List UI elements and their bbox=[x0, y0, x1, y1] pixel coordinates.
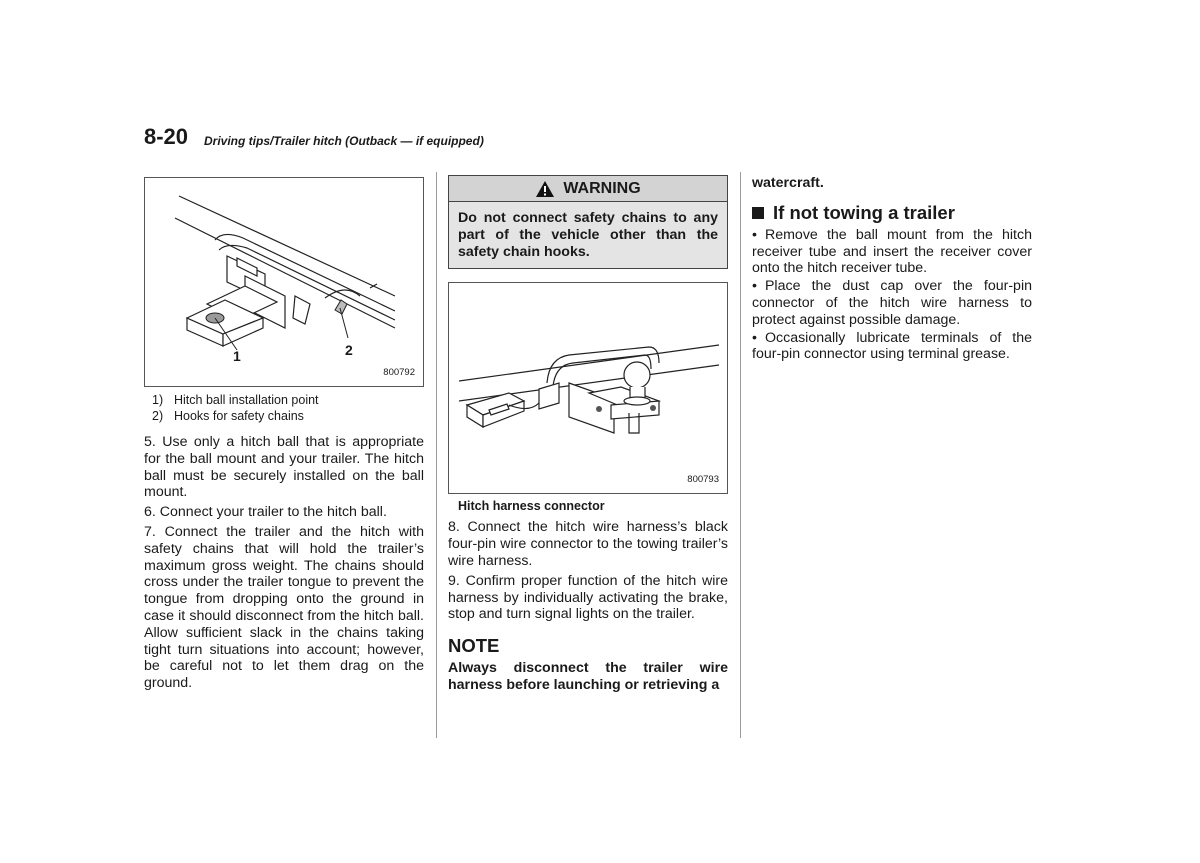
step-9: 9. Confirm proper function of the hitch wire harness by individually activating the brake, stop and turn signal lights on the trailer. bbox=[448, 572, 728, 623]
warning-icon bbox=[535, 180, 555, 198]
bullet-dot-icon: • bbox=[752, 278, 757, 295]
bullet-item: • Occasionally lubricate terminals of the four-pin connector using terminal grease. bbox=[752, 329, 1032, 363]
callout-1: 1 bbox=[233, 348, 241, 364]
step-5: 5. Use only a hitch ball that is appropriate for the ball mount and your trailer. The hitch ball must be securely installed on the ball mount. bbox=[144, 434, 424, 501]
header-rule bbox=[520, 139, 1032, 145]
section-heading-text: If not towing a trailer bbox=[773, 201, 955, 223]
hitch-drawing bbox=[145, 178, 423, 386]
figure-caption: Hitch harness connector bbox=[458, 499, 605, 514]
step-7: 7. Connect the trailer and the hitch with safety chains that will hold the trailer’s maximum gross weight. The chains should cross under the trailer tongue to prevent the tongue from dropping onto the ground in case it should disconnect from the hitch ball. Allow sufficient slack in the chains taking tight turn situations into account; however, be careful not to let them drag on the ground. bbox=[144, 523, 424, 692]
column-2 bbox=[448, 172, 728, 694]
column-divider bbox=[740, 172, 741, 738]
step-8: 8. Connect the hitch wire harness’s black four-pin wire connector to the towing trailer’s wire harness. bbox=[448, 519, 728, 569]
note-heading: NOTE bbox=[448, 635, 500, 657]
figure-code: 800792 bbox=[383, 367, 415, 378]
page-number: 8-20 bbox=[144, 124, 189, 149]
warning-box bbox=[448, 175, 728, 269]
square-bullet-icon bbox=[752, 207, 764, 219]
harness-drawing bbox=[449, 283, 727, 493]
warning-header bbox=[449, 176, 727, 202]
note-text: Always disconnect the trailer wire harness before launching or retrieving a bbox=[448, 660, 728, 693]
callout-2: 2 bbox=[345, 342, 353, 358]
legend-item: 1) Hitch ball installation point bbox=[152, 393, 319, 407]
hitch-harness-illustration bbox=[448, 282, 728, 494]
column-1 bbox=[144, 172, 424, 695]
section-title: Driving tips/Trailer hitch (Outback — if equipped) bbox=[204, 134, 484, 148]
column-divider bbox=[436, 172, 437, 738]
figure-legend bbox=[144, 392, 424, 424]
legend-item: 2) Hooks for safety chains bbox=[152, 409, 304, 423]
warning-title: WARNING bbox=[563, 179, 641, 197]
continued-note-text: watercraft. bbox=[752, 175, 824, 191]
bullet-item: • Remove the ball mount from the hitch receiver tube and insert the receiver cover onto the hitch receiver tube. bbox=[752, 226, 1032, 277]
hitch-ball-illustration bbox=[144, 177, 424, 387]
bullet-dot-icon: • bbox=[752, 226, 757, 243]
warning-text: Do not connect safety chains to any part of the vehicle other than the safety chain hooks. bbox=[449, 202, 727, 268]
figure-code: 800793 bbox=[687, 474, 719, 486]
page-header bbox=[144, 124, 1032, 152]
step-6: 6. Connect your trailer to the hitch ball. bbox=[144, 504, 387, 521]
bullet-item: • Place the dust cap over the four-pin connector of the hitch wire harness to protect against possible damage. bbox=[752, 278, 1032, 328]
section-heading bbox=[752, 202, 1032, 224]
column-3 bbox=[752, 172, 1032, 364]
bullet-dot-icon: • bbox=[752, 329, 757, 346]
